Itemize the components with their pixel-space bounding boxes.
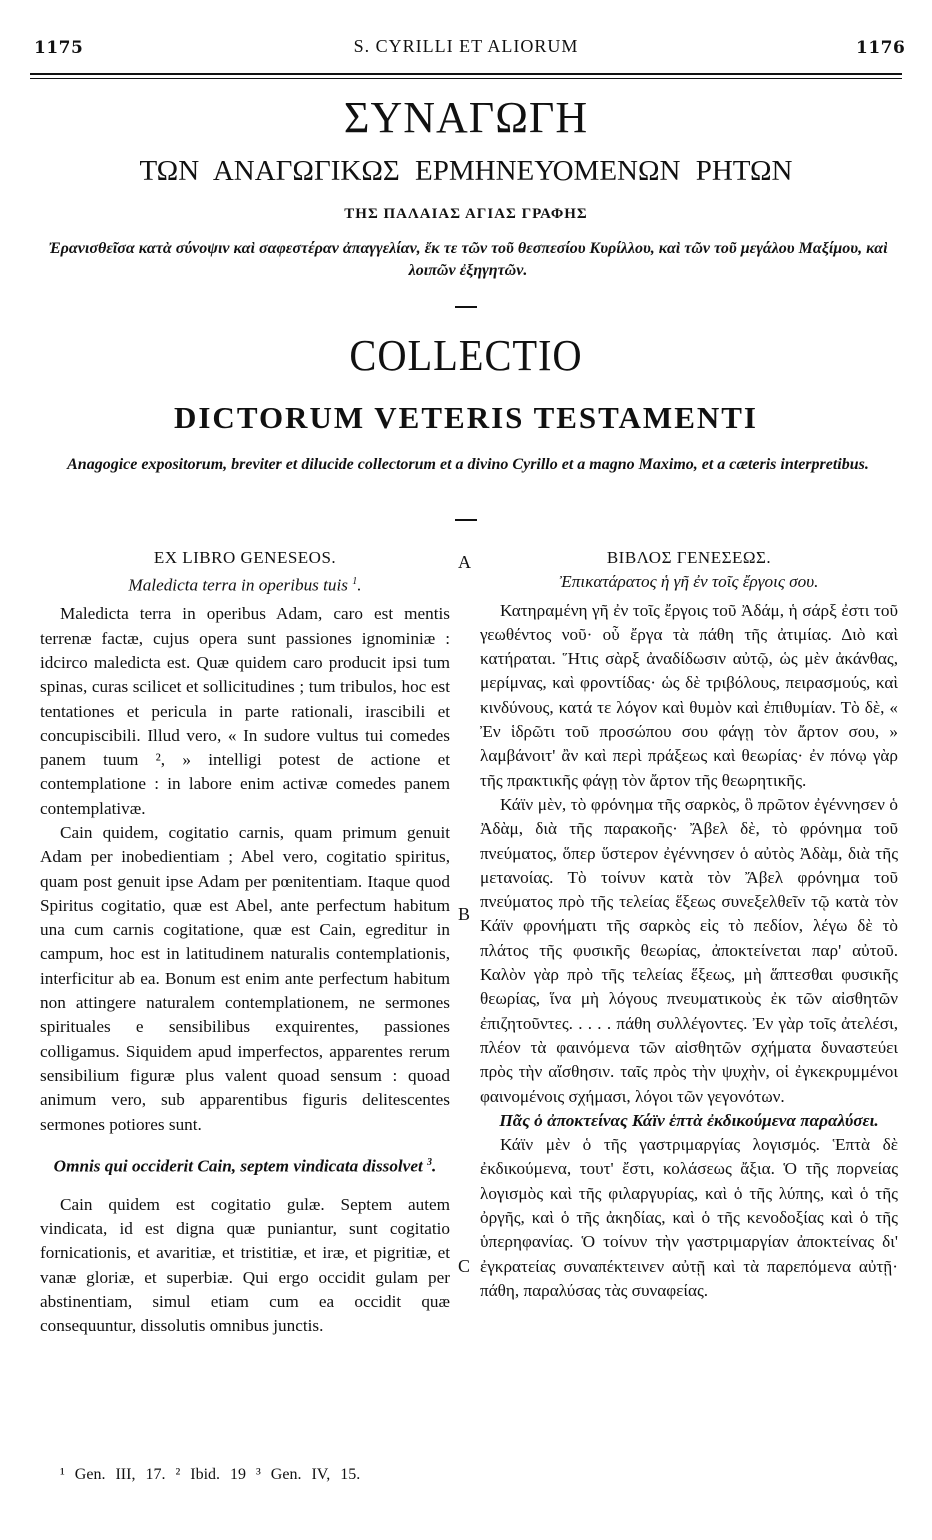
greek-subtitle-2: ΤΗΣ ΠΑΛΑΙΑΣ ΑΓΙΑΣ ΓΡΑΦΗΣ xyxy=(344,206,588,222)
footnote-ref-1: 1 xyxy=(352,576,358,588)
margin-letter-a: A xyxy=(458,552,471,572)
greek-lemma-1: Ἐπικατάρατος ἡ γῆ ἐν τοῖς ἔργοις σου. xyxy=(559,572,819,592)
section-dash xyxy=(455,306,477,308)
greek-lemma-2: Πᾶς ὁ ἀποκτείνας Κάϊν ἑπτὰ ἐκδικούμενα παραλύσει. xyxy=(499,1110,879,1130)
section-dash-2 xyxy=(455,519,477,521)
header-rule-thin xyxy=(30,78,902,79)
latin-paragraph-2: Cain quidem, cogitatio carnis, quam primum genuit Adam per inobedientiam ; Abel vero, cogitatio spiritus, quam post genuit ipse Adam per pœnitentiam. Itaque quod Spiritus cogitatio, quæ est Abel, ante perfectum habitum una cum carnis cogitatione, quæ est Cain, egreditur in campum, hoc est in latitudinem naturalis contemplationis, interficitur ab ea. Bonum est enim ante perfectum habitum non attingere naturalem contemplationem, ne sermones spirituales e sensibilibus exquirentes, passiones colligamus. Siquidem apud imperfectos, apparentes rerum sensibilium figuræ plus valent quoad sensum : quoad animum vero, sub apparentibus figuris delitescentes sermones potiores sunt. xyxy=(40,823,450,1134)
latin-book-heading: EX LIBRO GENESEOS. xyxy=(153,548,337,567)
latin-lemma-2: Omnis qui occiderit Cain, septem vindicata dissolvet $^3$. xyxy=(53,1156,437,1176)
latin-lemma-1: Maledicta terra in operibus tuis $^1$. xyxy=(128,576,362,596)
margin-letter-c: C xyxy=(458,1256,471,1276)
footnote-ref-3: 3 xyxy=(427,1156,433,1168)
greek-paragraph-2: Κάϊν μὲν, τὸ φρόνημα τῆς σαρκὸς, ὃ πρῶτον ἐγέννησεν ὁ Ἀδὰμ, διὰ τῆς παρακοῆς· Ἄβελ δὲ, τὸ φρόνημα τοῦ πνεύματος, ὅπερ ὕστερον ἐγέννησεν ὁ αὐτὸς Ἀδὰμ, διὰ τῆς μετανοίας. Τὸ τοίνυν κατὰ τὸν Ἄβελ φρόνημα τοῦ πνεύματος πρὸ τῆς τελείας ἕξεως συνεξελθεῖν τῷ κατὰ τὸν Κάϊν φρονήματι τῆς σαρκὸς εἰς τὸ πεδίον, λέγω δὲ τὸ πλάτος τῆς φυσικῆς θεωρίας, ἀποκτείνεται παρ' αὐτοῦ. Καλὸν γὰρ πρὸ τῆς τελείας ἕξεως, μὴ ἅπτεσθαι φυσικῆς θεωρίας, ἵνα μὴ λόγους πνευματικοὺς ἐκ τῶν αἰσθητῶν ἐπιζητοῦντες. . . . . πάθη συλλέγοντες. Ἐν γὰρ τοῖς ἀτελέσι, πλέον τὰ φαινόμενα τῶν αἰσθητῶν σχήματα δυναστεύει πρὸς τὴν αἴσθησιν. ταῖς πρὸς τὴν ψυχὴν, οἱ ἐγκεκρυμμένοι φαινομένοις σχήμασι, λόγοι τῶν γεγονότων. xyxy=(480,794,898,1106)
page-number-left: 1175 xyxy=(34,38,84,58)
footnotes: ¹ Gen. III, 17. ² Ibid. 19 ³ Gen. IV, 15. xyxy=(60,1466,361,1483)
margin-letter-b: B xyxy=(458,904,471,924)
greek-column xyxy=(480,546,898,1303)
greek-title: ΣΥΝΑΓΩΓΗ xyxy=(343,93,589,142)
greek-description: Ἐρανισθεῖσα κατὰ σύνοψιν καὶ σαφεστέραν ἀπαγγελίαν, ἔκ τε τῶν τοῦ θεσπεσίου Κυρίλλου, καὶ τῶν τοῦ μεγάλου Μαξίμου, καὶ λοιπῶν ἐξηγητῶν. xyxy=(48,240,888,279)
latin-paragraph-1: Maledicta terra in operibus Adam, caro est mentis terrenæ factæ, cujus opera sunt passiones ignominiæ : idcirco maledicta est. Quæ quidem caro producit ipsi tum spinas, curas scilicet et sollicitudines ; tum tribulos, hoc est tentationes et pericula in parte rationali, irascibili et concupiscibili. Illud vero, « In sudore vultus tui comedes panem tuum ², » intelligi potest de actione et contemplatione : in labore enim activæ comedes panem contemplativæ. xyxy=(40,604,450,818)
page-number-right: 1176 xyxy=(856,38,906,58)
header-rule xyxy=(30,73,902,75)
latin-column xyxy=(40,546,450,1339)
latin-paragraph-3: Cain quidem est cogitatio gulæ. Septem autem vindicata, id est digna quæ puniantur, sunt cogitatio fornicationis, et avaritiæ, et tristitiæ, et iræ, et pigritiæ, et vanæ gloriæ, et superbiæ. Qui ergo occidit gulam per abstinentiam, simul etiam cum ea occidit quæ consequuntur, dissolutis omnibus junctis. xyxy=(40,1194,450,1336)
latin-subtitle: DICTORUM VETERIS TESTAMENTI xyxy=(173,400,758,435)
greek-paragraph-3: Κάϊν μὲν ὁ τῆς γαστριμαργίας λογισμός. Ἑπτὰ δὲ ἐκδικούμενα, τουτ' ἔστι, κολάσεως ἄξια. Ὁ τῆς πορνείας λογισμὸς καὶ τῆς φιλαργυρίας, καὶ ὁ τῆς λύπης, καὶ ὁ τῆς ὀργῆς, καὶ ὁ τῆς ἀκηδίας, καὶ ὁ τῆς κενοδοξίας καὶ ὁ τῆς ὑπερηφανίας. Ὁ τοίνυν τὴν γαστριμαργίαν ἀποκτείνας δι' ἐγκρατείας συναπέκτεινεν αὐτῇ καὶ τὰ παρεπόμενα αὐτῇ· πάθη, παραλύσας τὰς συναφείας. xyxy=(480,1135,898,1300)
running-title: S. CYRILLI ET ALIORUM xyxy=(353,36,579,56)
latin-title: COLLECTIO xyxy=(349,331,583,380)
greek-subtitle: ΤΩΝ ΑΝΑΓΩΓΙΚΩΣ ΕΡΜΗΝΕΥΟΜΕΝΩΝ ΡΗΤΩΝ xyxy=(139,155,793,187)
latin-description: Anagogice expositorum, breviter et dilucide collectorum et a divino Cyrillo et a magno Maximo, et a cæteris interpretibus. xyxy=(67,456,869,473)
greek-book-heading: ΒΙΒΛΟΣ ΓΕΝΕΣΕΩΣ. xyxy=(606,548,772,567)
greek-paragraph-1: Κατηραμένη γῆ ἐν τοῖς ἔργοις τοῦ Ἀδάμ, ἡ σάρξ ἐστι τοῦ γεωθέντος νοῦ· οὗ ἔργα τὰ πάθη τῆς ἀτιμίας. Διὸ καὶ κατήραται. Ἥτις σὰρξ ἀναδίδωσιν αὐτῷ, ὡς μὲν ἀκάνθας, μερίμνας, καὶ φροντίδας· ὡς δὲ τριβόλους, πειρασμούς, καὶ κινδύνους, κατά τε λόγον καὶ θυμὸν καὶ ἐπιθυμίαν. Τὸ δὲ, « Ἐν ἱδρῶτι τοῦ προσώπου σου φάγῃ τὸν ἄρτον σου, » λαμβάνοιτ' ἂν καὶ περὶ πράξεως καὶ θεωρίας· ἐν πόνῳ γὰρ τῆς πρακτικῆς φάγῃ τὸν ἄρτον τῆς θεωρητικῆς. xyxy=(480,600,898,790)
